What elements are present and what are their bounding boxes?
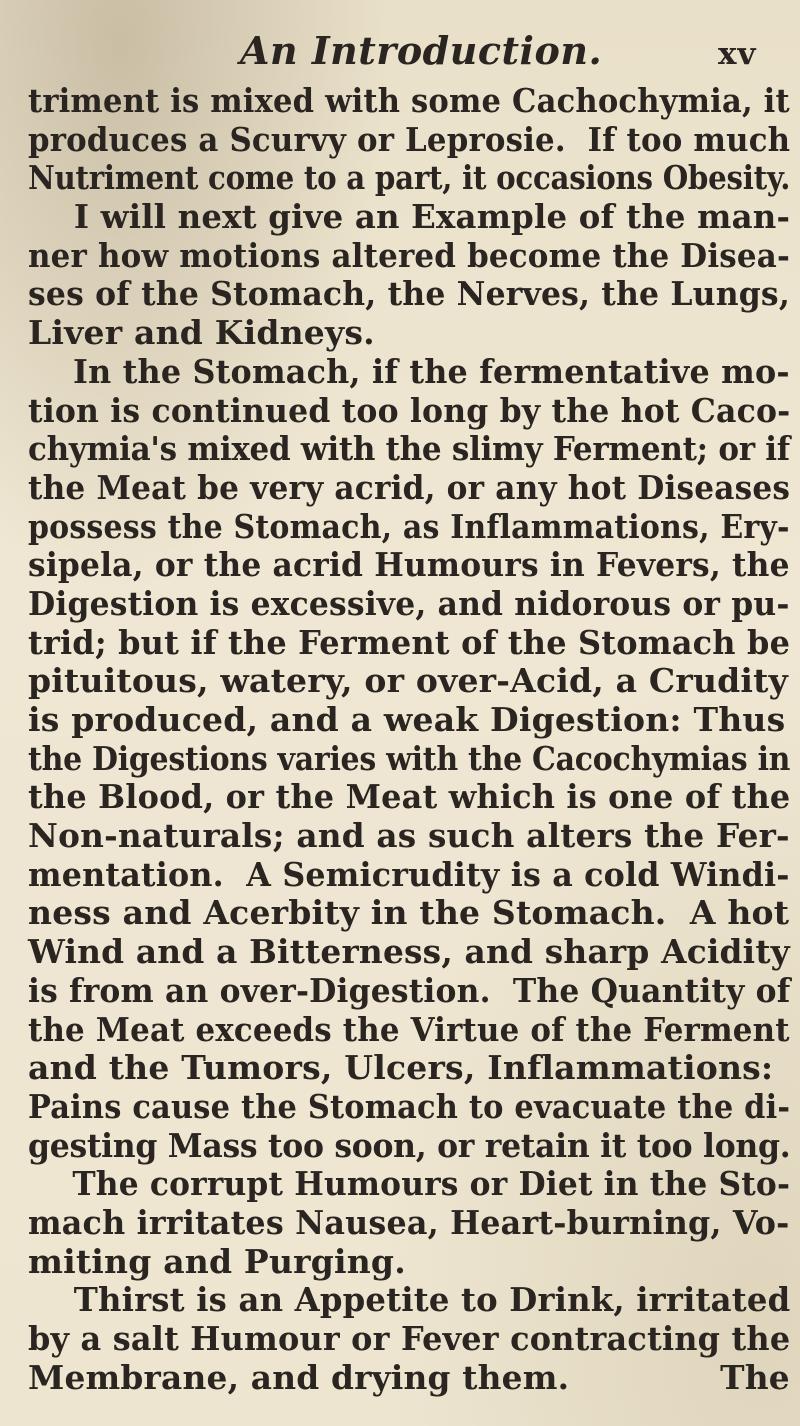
text-line: trid; but if the Ferment of the Stomach be	[28, 622, 791, 662]
text-line: sipela, or the acrid Humours in Fevers, the	[28, 545, 790, 585]
text-line: Thirst is an Appetite to Drink, irritated	[28, 1280, 791, 1320]
text-line: ness and Acerbity in the Stomach. A hot	[28, 893, 790, 933]
text-line: is produced, and a weak Digestion: Thus	[28, 700, 786, 739]
text-line: gesting Mass too soon, or retain it too long.	[28, 1125, 791, 1165]
text-line: tion is continued too long by the hot Caco-	[28, 390, 791, 430]
text-line: is from an over-Digestion. The Quantity of	[28, 970, 791, 1010]
text-line: The corrupt Humours or Diet in the Sto-	[28, 1164, 791, 1204]
body-text	[28, 82, 798, 1397]
text-line: the Meat be very acrid, or any hot Diseases	[28, 467, 791, 507]
running-title: An Introduction.	[240, 28, 603, 73]
text-line: Nutriment come to a part, it occasions Obesity.	[28, 158, 791, 198]
text-line: Liver and Kidneys.	[28, 313, 375, 353]
text-line: Non-naturals; and as such alters the Fer-	[28, 816, 790, 856]
text-line: triment is mixed with some Cachochymia, it	[28, 81, 790, 120]
text-line: miting and Purging.	[28, 1241, 406, 1281]
text-line: chymia's mixed with the slimy Ferment; or if	[28, 429, 790, 469]
text-line: mach irritates Nausea, Heart-burning, Vo-	[28, 1202, 790, 1242]
text-line: pituitous, watery, or over-Acid, a Crudity	[28, 661, 788, 701]
page-header	[0, 14, 800, 74]
text-line: the Blood, or the Meat which is one of the	[28, 777, 791, 817]
text-line: ses of the Stomach, the Nerves, the Lungs,	[28, 274, 790, 314]
text-line: the Meat exceeds the Virtue of the Ferment	[28, 1009, 790, 1049]
text-line: possess the Stomach, as Inflammations, Ery-	[28, 506, 790, 546]
text-line: Wind and a Bitterness, and sharp Acidity	[28, 932, 790, 972]
text-line: Digestion is excessive, and nidorous or pu-	[28, 583, 790, 623]
text-line: I will next give an Example of the man-	[28, 197, 791, 237]
page-number: xv	[718, 36, 757, 72]
text-line: the Digestions varies with the Cacochymias in	[28, 738, 791, 778]
text-line: mentation. A Semicrudity is a cold Windi-	[28, 854, 790, 894]
text-line: In the Stomach, if the fermentative mo-	[28, 351, 790, 391]
text-line: by a salt Humour or Fever contracting the	[28, 1319, 791, 1358]
text-line: Pains cause the Stomach to evacuate the di-	[28, 1086, 791, 1126]
text-line: Membrane, and drying them. The	[28, 1357, 790, 1397]
text-line: produces a Scurvy or Leprosie. If too much	[28, 119, 791, 159]
text-line: and the Tumors, Ulcers, Inflammations:	[28, 1048, 774, 1088]
text-line: ner how motions altered become the Disea-	[28, 235, 790, 275]
